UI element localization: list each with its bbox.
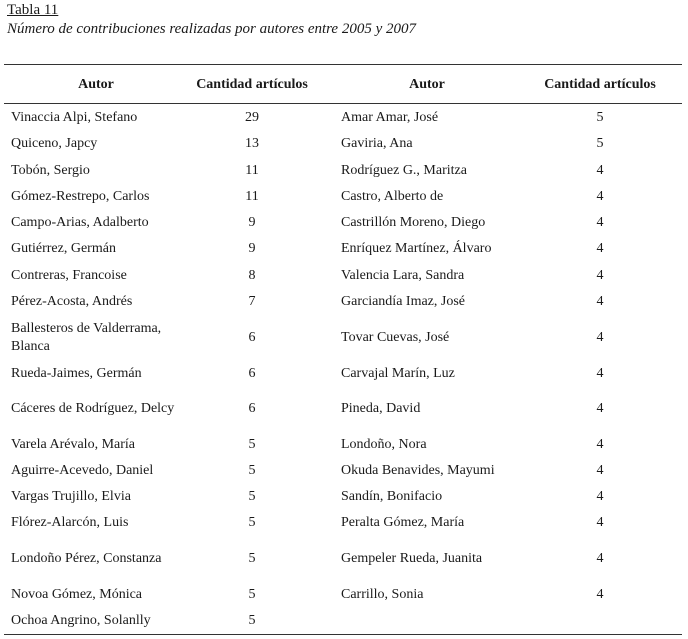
table-row — [0, 390, 688, 428]
top-rule — [4, 64, 682, 65]
article-count-right: 4 — [596, 551, 604, 566]
article-count-right: 4 — [596, 215, 604, 230]
table-row — [0, 432, 688, 458]
article-count-left: 8 — [248, 268, 256, 283]
table-row — [0, 582, 688, 608]
table-row — [0, 608, 688, 634]
author-name-right: Garciandía Imaz, José — [341, 294, 465, 309]
article-count-left: 5 — [248, 515, 256, 530]
table-row — [0, 263, 688, 289]
table-row — [0, 105, 688, 131]
author-name-left: Quiceno, Japcy — [11, 136, 98, 151]
author-name-left: Aguirre-Acevedo, Daniel — [11, 463, 154, 478]
table-row — [0, 510, 688, 536]
author-name-left: Cáceres de Rodríguez, Delcy — [11, 401, 175, 416]
author-name-right: Carvajal Marín, Luz — [341, 366, 455, 381]
article-count-left: 5 — [248, 613, 256, 628]
author-name-right: Castro, Alberto de — [341, 189, 444, 204]
author-name-left: Ballesteros de Valderrama, Blanca — [11, 321, 162, 354]
table-caption: Número de contribuciones realizadas por autores entre 2005 y 2007 — [7, 21, 416, 37]
article-count-left: 13 — [245, 136, 259, 151]
article-count-right: 4 — [596, 515, 604, 530]
author-name-left: Vinaccia Alpi, Stefano — [11, 110, 138, 125]
header-cantidad-1: Cantidad artículos — [196, 77, 308, 92]
article-count-left: 29 — [245, 110, 259, 125]
author-name-left: Tobón, Sergio — [11, 163, 90, 178]
author-name-left: Gutiérrez, Germán — [11, 241, 116, 256]
author-name-right: Valencia Lara, Sandra — [341, 268, 465, 283]
article-count-left: 5 — [248, 463, 256, 478]
author-name-left: Londoño Pérez, Constanza — [11, 551, 162, 566]
author-name-right: Tovar Cuevas, José — [341, 330, 450, 345]
article-count-left: 6 — [248, 401, 256, 416]
article-count-left: 6 — [248, 330, 256, 345]
author-name-right: Castrillón Moreno, Diego — [341, 215, 486, 230]
table-row — [0, 458, 688, 484]
article-count-right: 4 — [596, 189, 604, 204]
article-count-left: 9 — [248, 241, 256, 256]
author-name-right: Carrillo, Sonia — [341, 587, 424, 602]
article-count-right: 4 — [596, 268, 604, 283]
article-count-right: 4 — [596, 163, 604, 178]
header-autor-2: Autor — [409, 77, 445, 92]
author-name-left: Rueda-Jaimes, Germán — [11, 366, 142, 381]
article-count-left: 6 — [248, 366, 256, 381]
author-name-right: Gempeler Rueda, Juanita — [341, 551, 483, 566]
author-name-left: Gómez-Restrepo, Carlos — [11, 189, 150, 204]
article-count-right: 5 — [596, 110, 604, 125]
author-name-left: Contreras, Francoise — [11, 268, 127, 283]
author-name-right: Pineda, David — [341, 401, 421, 416]
article-count-left: 7 — [248, 294, 256, 309]
table-row — [0, 184, 688, 210]
article-count-right: 4 — [596, 587, 604, 602]
author-name-right: Amar Amar, José — [341, 110, 439, 125]
article-count-right: 4 — [596, 330, 604, 345]
header-cantidad-2: Cantidad artículos — [544, 77, 656, 92]
author-name-right: Enríquez Martínez, Álvaro — [341, 241, 492, 256]
article-count-right: 4 — [596, 366, 604, 381]
table-row — [0, 319, 688, 357]
table-row — [0, 236, 688, 262]
author-name-left: Novoa Gómez, Mónica — [11, 587, 143, 602]
table-row — [0, 131, 688, 157]
article-count-right: 4 — [596, 489, 604, 504]
table-row — [0, 361, 688, 387]
author-name-right: Peralta Gómez, María — [341, 515, 465, 530]
article-count-right: 4 — [596, 294, 604, 309]
header-rule — [4, 103, 682, 104]
article-count-right: 5 — [596, 136, 604, 151]
article-count-left: 5 — [248, 587, 256, 602]
table-row — [0, 484, 688, 510]
article-count-left: 9 — [248, 215, 256, 230]
table-row — [0, 540, 688, 578]
author-name-left: Vargas Trujillo, Elvia — [11, 489, 131, 504]
article-count-right: 4 — [596, 463, 604, 478]
article-count-left: 11 — [245, 163, 259, 178]
author-name-left: Ochoa Angrino, Solanlly — [11, 613, 151, 628]
author-name-left: Campo-Arias, Adalberto — [11, 215, 149, 230]
article-count-right: 4 — [596, 437, 604, 452]
table-row — [0, 158, 688, 184]
article-count-left: 5 — [248, 551, 256, 566]
author-name-left: Pérez-Acosta, Andrés — [11, 294, 133, 309]
article-count-left: 11 — [245, 189, 259, 204]
table-row — [0, 210, 688, 236]
header-autor-1: Autor — [78, 77, 114, 92]
article-count-right: 4 — [596, 241, 604, 256]
article-count-right: 4 — [596, 401, 604, 416]
author-name-right: Rodríguez G., Maritza — [341, 163, 467, 178]
table-number: Tabla 11 — [7, 2, 59, 18]
bottom-rule — [4, 634, 682, 635]
table-row — [0, 289, 688, 315]
author-name-right: Sandín, Bonifacio — [341, 489, 443, 504]
article-count-left: 5 — [248, 489, 256, 504]
author-name-left: Varela Arévalo, María — [11, 437, 135, 452]
author-name-right: Okuda Benavides, Mayumi — [341, 463, 495, 478]
author-name-right: Londoño, Nora — [341, 437, 427, 452]
author-name-left: Flórez-Alarcón, Luis — [11, 515, 129, 530]
article-count-left: 5 — [248, 437, 256, 452]
author-name-right: Gaviria, Ana — [341, 136, 413, 151]
